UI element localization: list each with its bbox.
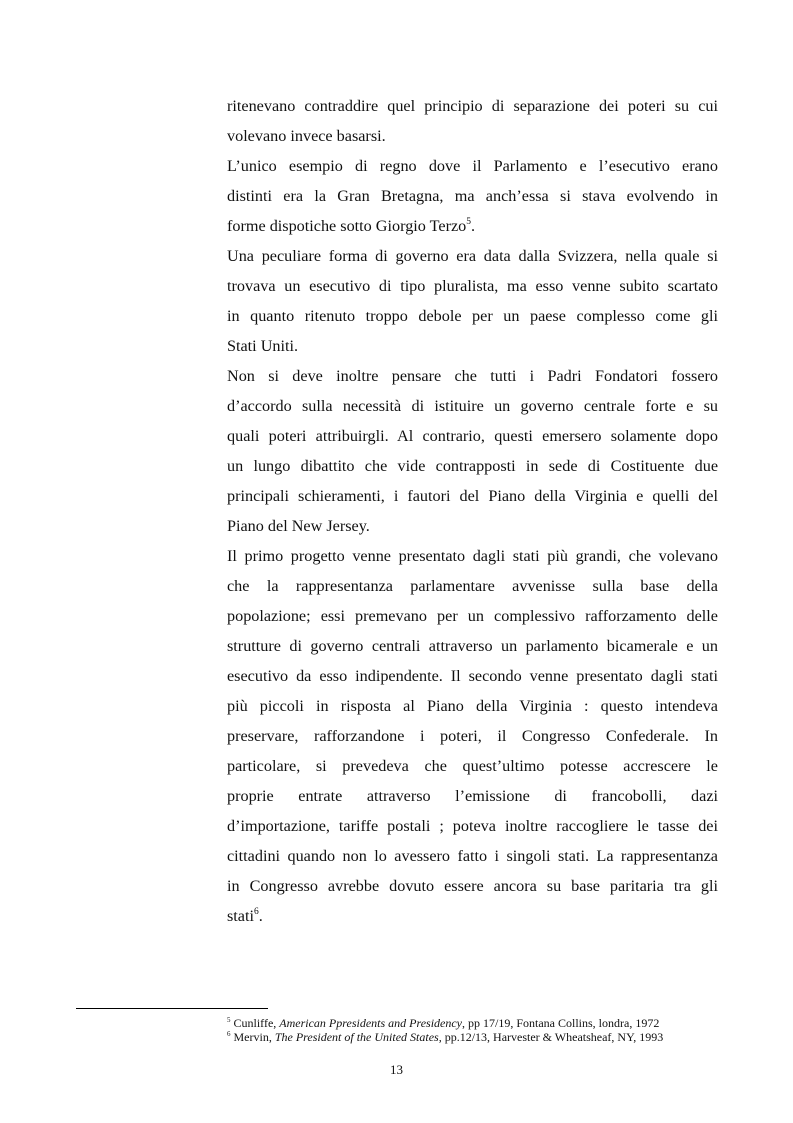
- text-segment: forme dispotiche sotto Giorgio Terzo: [227, 217, 467, 235]
- footnote-author: Cunliffe,: [233, 1016, 280, 1030]
- footnote-title: The President of the United States,: [274, 1030, 442, 1044]
- text-segment: stati: [227, 907, 254, 925]
- footnote-number: 6: [227, 1030, 231, 1038]
- text-line: in Congresso avrebbe dovuto essere ancora su base paritaria tra gli: [227, 877, 718, 895]
- footnote-number: 5: [227, 1016, 231, 1024]
- text-line: preservare, rafforzandone i poteri, il Congresso Confederale. In: [227, 727, 718, 745]
- footnote-details: pp.12/13, Harvester & Wheatsheaf, NY, 1993: [441, 1030, 664, 1044]
- text-line: Non si deve inoltre pensare che tutti i Padri Fondatori fossero: [227, 367, 718, 385]
- footnote-separator: [76, 1008, 268, 1009]
- text-line: trovava un esecutivo di tipo pluralista, ma esso venne subito scartato: [227, 277, 718, 295]
- footnote-5: [227, 1016, 659, 1030]
- text-line: Il primo progetto venne presentato dagli stati più grandi, che volevano: [227, 547, 718, 565]
- text-line: quali poteri attribuirgli. Al contrario, questi emersero solamente dopo: [227, 427, 718, 445]
- text-line: particolare, si prevedeva che quest’ultimo potesse accrescere le: [227, 757, 718, 775]
- text-line: cittadini quando non lo avessero fatto i singoli stati. La rappresentanza: [227, 847, 718, 865]
- text-segment: .: [471, 217, 476, 235]
- text-segment: .: [258, 907, 263, 925]
- text-line: proprie entrate attraverso l’emissione di francobolli, dazi: [227, 787, 718, 805]
- text-line: che la rappresentanza parlamentare avvenisse sulla base della: [227, 577, 718, 595]
- text-line: popolazione; essi premevano per un complessivo rafforzamento delle: [227, 607, 718, 625]
- text-line: Piano del New Jersey.: [227, 517, 370, 535]
- page-number: 13: [390, 1062, 403, 1077]
- text-line: Stati Uniti.: [227, 337, 299, 355]
- text-line: L’unico esempio di regno dove il Parlamento e l’esecutivo erano: [227, 157, 718, 175]
- text-line: [227, 211, 718, 241]
- text-line: principali schieramenti, i fautori del Piano della Virginia e quelli del: [227, 487, 718, 505]
- footnote-6: [227, 1030, 663, 1044]
- footnote-author: Mervin,: [233, 1030, 275, 1044]
- text-line: d’importazione, tariffe postali ; poteva inoltre raccogliere le tasse dei: [227, 817, 718, 835]
- text-line: d’accordo sulla necessità di istituire un governo centrale forte e su: [227, 397, 718, 415]
- footnote-details: , pp 17/19, Fontana Collins, londra, 1972: [462, 1016, 660, 1030]
- text-line: [227, 901, 718, 931]
- body-text: [227, 91, 718, 931]
- text-line: distinti era la Gran Bretagna, ma anch’essa si stava evolvendo in: [227, 187, 718, 205]
- text-line: Una peculiare forma di governo era data dalla Svizzera, nella quale si: [227, 247, 718, 265]
- text-line: un lungo dibattito che vide contrapposti in sede di Costituente due: [227, 457, 718, 475]
- text-line: strutture di governo centrali attraverso un parlamento bicamerale e un: [227, 637, 718, 655]
- text-line: più piccoli in risposta al Piano della Virginia : questo intendeva: [227, 697, 718, 715]
- text-line: ritenevano contraddire quel principio di separazione dei poteri su cui: [227, 97, 718, 115]
- text-line: in quanto ritenuto troppo debole per un paese complesso come gli: [227, 307, 718, 325]
- footnote-title: American Ppresidents and Presidency: [279, 1016, 463, 1030]
- footnote-ref-6: 6: [253, 907, 259, 917]
- text-line: esecutivo da esso indipendente. Il secondo venne presentato dagli stati: [227, 667, 718, 685]
- footnote-ref-5: 5: [466, 217, 471, 227]
- text-line: volevano invece basarsi.: [227, 127, 386, 145]
